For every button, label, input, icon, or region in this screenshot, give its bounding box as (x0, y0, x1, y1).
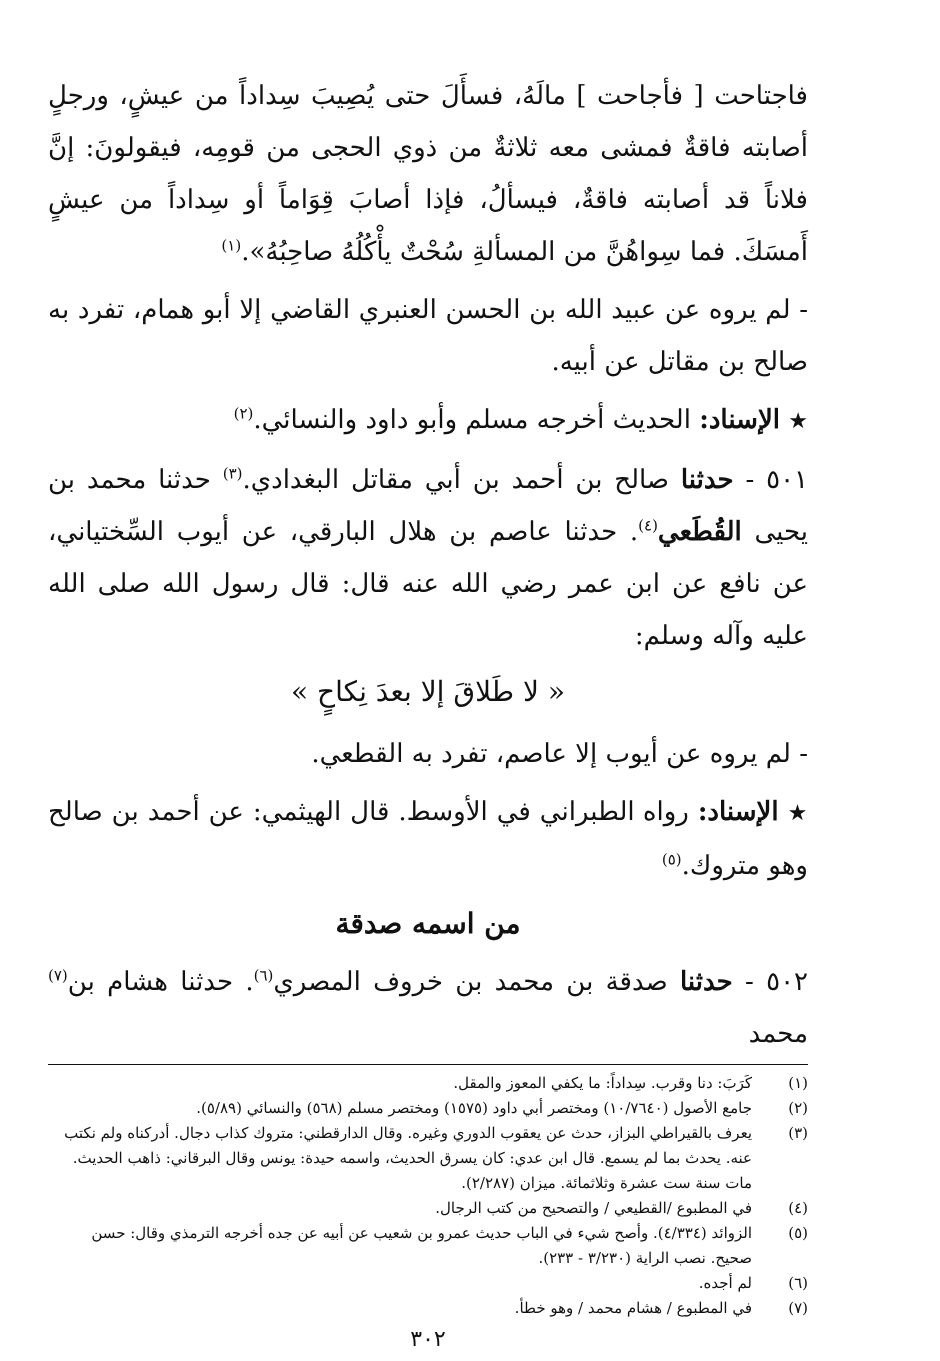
commentary-note (48, 284, 808, 388)
paragraph-text: صالح بن أحمد بن أبي مقاتل البغدادي. (242, 465, 670, 495)
paragraph-text: . حدثنا هشام بن (67, 967, 254, 997)
footnote-ref: (١) (221, 236, 242, 255)
footnote-text: في المطبوع / هشام محمد / وهو خطأ. (514, 1299, 752, 1317)
paragraph-text: - لم يروه عن عبيد الله بن الحسن العنبري القاضي إلا أبو همام، تفرد به صالح بن مقاتل عن أبيه. (48, 295, 808, 377)
footnote-item (48, 1296, 808, 1321)
footnote-ref: (٤) (638, 516, 658, 535)
narration-label: حدثنا (680, 967, 733, 997)
hadith-matn: « لا طَلاقَ إلا بعدَ نِكاحٍ » (291, 675, 565, 708)
paragraph-text: . حدثنا عاصم بن هلال البارقي، عن أيوب السِّختياني، عن نافع عن ابن عمر رضي الله عنه قال: قال رسول الله صلى الله عليه وآله وسلم: (48, 517, 808, 651)
paragraph-text: رواه الطبراني في الأوسط. قال الهيثمي: عن أحمد بن صالح وهو متروك. (48, 797, 808, 881)
paragraph-text: - لم يروه عن أيوب إلا عاصم، تفرد به القطعي. (311, 739, 808, 769)
paragraph-text: فاجتاحت [ فأجاحت ] مالَهُ، فسأَلَ حتى يُصِيبَ سِداداً من عيشٍ، ورجلٍ أصابته فاقةٌ فمشى معه ثلاثةٌ من ذوي الحجى من قومِه، فيقولونَ: إنَّ فلاناً قد أصابته فاقةٌ، فيسألُ، فإذا أصابَ قِوَاماً أو سِداداً من عيشٍ أَمسَكَ. فما سِواهُنَّ من المسألةِ سُحْتٌ يأْكُلُهُ صاحِبُهُ». (48, 81, 808, 267)
book-page (48, 70, 808, 1350)
footnote-ref: (٧) (48, 966, 68, 985)
footnote-text: لم أجده. (698, 1274, 752, 1292)
hadith-501 (48, 454, 808, 662)
footnote-text: جامع الأصول (١٠/٧٦٤٠) ومختصر أبي داود (١٥٧٥) ومختصر مسلم (٥٦٨) والنسائي (٥/٨٩). (196, 1099, 752, 1117)
star-icon: ★ (788, 409, 808, 434)
footnote-ref: (٦) (253, 966, 274, 985)
footnote-text: في المطبوع /القطيعي / والتصحيح من كتب الرجال. (435, 1199, 752, 1217)
footnote-number: (٤) (788, 1199, 808, 1217)
paragraph-text: حدثنا محمد بن يحيى (48, 465, 809, 547)
footnote-text: الزوائد (٤/٣٣٤). وأصح شيء في الباب حديث عمرو بن شعيب عن أبيه عن جده أخرجه الترمذي وقال: حسن صحيح. نصب الراية (٣/٢٣٠ - ٢٣٣). (91, 1224, 752, 1267)
footnote-ref: (٢) (233, 404, 254, 423)
section-heading: من اسمه صدقة (335, 907, 521, 940)
paragraph-text: صدقة بن محمد بن خروف المصري (273, 967, 668, 997)
isnad-label: الإسناد: (697, 797, 779, 827)
narration-label: حدثنا (680, 465, 734, 495)
footnote-ref: (٣) (222, 464, 243, 483)
page-number: ٣٠٢ (410, 1327, 446, 1352)
footnote-number: (٦) (788, 1274, 808, 1292)
hadith-number: ٥٠٢ - (745, 967, 809, 997)
footnote-divider (48, 1064, 808, 1065)
footnote-number: (٧) (788, 1299, 808, 1317)
footnote-number: (٥) (788, 1224, 808, 1242)
isnad-note (48, 394, 808, 448)
footnote-item (48, 1121, 808, 1196)
paragraph-text: محمد (748, 1019, 808, 1049)
paragraph-text: الحديث أخرجه مسلم وأبو داود والنسائي. (253, 405, 691, 435)
main-text (48, 70, 808, 1060)
narrator-name: القُطَعي (657, 517, 742, 547)
hadith-continuation (48, 70, 808, 278)
commentary-note (48, 728, 808, 780)
footnote-text: يعرف بالقيراطي البزاز، حدث عن يعقوب الدوري وغيره. وقال الدارقطني: متروك كذاب دجال. أدركناه ولم نكتب عنه. يحدث بما لم يسمع. قال ابن عدي: كان يسرق الحديث، واسمه حيدة: يونس وقال البرقاني: ذاهب الحديث. مات سنة ست عشرة وثلاثمائة. ميزان (٢/٢٨٧). (64, 1124, 752, 1192)
footnote-number: (١) (788, 1074, 808, 1092)
footnote-item (48, 1196, 808, 1221)
footnote-text: كَرَبَ: دنا وقرب. سِداداً: ما يكفي المعوز والمقل. (453, 1074, 752, 1092)
footnote-ref: (٥) (661, 850, 682, 869)
star-icon: ★ (787, 801, 809, 826)
isnad-label: الإسناد: (699, 405, 780, 435)
isnad-note (48, 786, 808, 892)
footnote-number: (٢) (788, 1099, 808, 1117)
footnote-item (48, 1221, 808, 1271)
footnote-item (48, 1071, 808, 1096)
hadith-number: ٥٠١ - (745, 465, 809, 495)
footnote-number: (٣) (788, 1124, 808, 1142)
footnote-item (48, 1271, 808, 1296)
footnotes (48, 1071, 808, 1321)
footnote-item (48, 1096, 808, 1121)
hadith-502 (48, 956, 808, 1060)
